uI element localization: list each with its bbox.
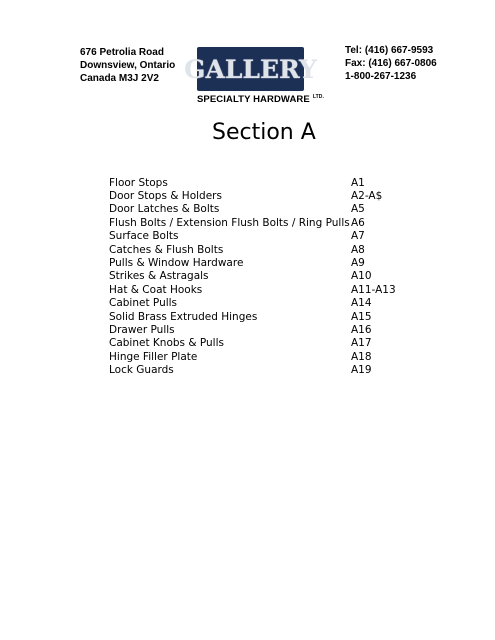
toc-entry-title: Drawer Pulls — [109, 323, 175, 336]
toc-row — [109, 363, 399, 376]
toc-entry-title: Pulls & Window Hardware — [109, 257, 244, 270]
logo-tagline — [197, 94, 324, 105]
toc-entry-page: A6 — [351, 216, 365, 229]
toc-entry-page: A5 — [351, 203, 365, 216]
toc-entry-page: A1 — [351, 176, 365, 189]
toc-row — [109, 350, 399, 363]
toc-entry-title: Catches & Flush Bolts — [109, 243, 224, 256]
toc-entry-page: A15 — [351, 310, 372, 323]
contact-line: Fax: (416) 667-0806 — [345, 58, 437, 69]
toc-entry-title: Solid Brass Extruded Hinges — [109, 310, 258, 323]
toc-entry-page: A9 — [351, 257, 365, 270]
toc-entry-title: Flush Bolts / Extension Flush Bolts / Ring Pulls — [109, 216, 350, 229]
tagline-suffix: LTD. — [312, 94, 324, 100]
toc-row — [109, 270, 399, 283]
company-contact — [345, 44, 437, 83]
toc-row — [109, 256, 399, 269]
section-title: Section A — [212, 120, 316, 145]
toc-row — [109, 203, 399, 216]
toc-entry-page: A16 — [351, 323, 372, 336]
toc-row — [109, 337, 399, 350]
tagline-text: SPECIALTY HARDWARE — [197, 94, 310, 106]
table-of-contents — [109, 176, 399, 377]
toc-row — [109, 243, 399, 256]
toc-entry-title: Strikes & Astragals — [109, 270, 209, 283]
toc-row — [109, 189, 399, 202]
toc-row — [109, 297, 399, 310]
toc-entry-title: Door Latches & Bolts — [109, 203, 220, 216]
toc-entry-page: A2-A$ — [351, 190, 383, 203]
toc-entry-title: Floor Stops — [109, 176, 168, 189]
toc-entry-title: Cabinet Pulls — [109, 297, 178, 310]
toc-entry-page: A7 — [351, 230, 365, 243]
company-logo — [184, 47, 317, 91]
toc-entry-page: A8 — [351, 243, 365, 256]
address-line: Downsview, Ontario — [80, 60, 176, 71]
toc-row — [109, 230, 399, 243]
toc-entry-title: Cabinet Knobs & Pulls — [109, 337, 224, 350]
toc-entry-page: A10 — [351, 270, 372, 283]
logo-wordmark: GALLERY — [184, 54, 317, 84]
address-line: 676 Petrolia Road — [80, 47, 164, 58]
contact-line: Tel: (416) 667-9593 — [345, 45, 434, 56]
toc-entry-title: Surface Bolts — [109, 230, 179, 243]
company-address — [80, 46, 175, 85]
toc-row — [109, 323, 399, 336]
toc-entry-title: Door Stops & Holders — [109, 190, 222, 203]
contact-line: 1-800-267-1236 — [345, 71, 417, 82]
toc-entry-title: Hat & Coat Hooks — [109, 283, 203, 296]
toc-row — [109, 283, 399, 296]
address-line: Canada M3J 2V2 — [80, 73, 159, 84]
toc-entry-title: Lock Guards — [109, 364, 174, 377]
toc-entry-title: Hinge Filler Plate — [109, 350, 198, 363]
toc-entry-page: A14 — [351, 297, 372, 310]
toc-entry-page: A17 — [351, 337, 372, 350]
toc-row — [109, 310, 399, 323]
toc-entry-page: A11-A13 — [351, 283, 396, 296]
toc-row — [109, 216, 399, 229]
toc-entry-page: A19 — [351, 364, 372, 377]
toc-entry-page: A18 — [351, 350, 372, 363]
toc-row — [109, 176, 399, 189]
